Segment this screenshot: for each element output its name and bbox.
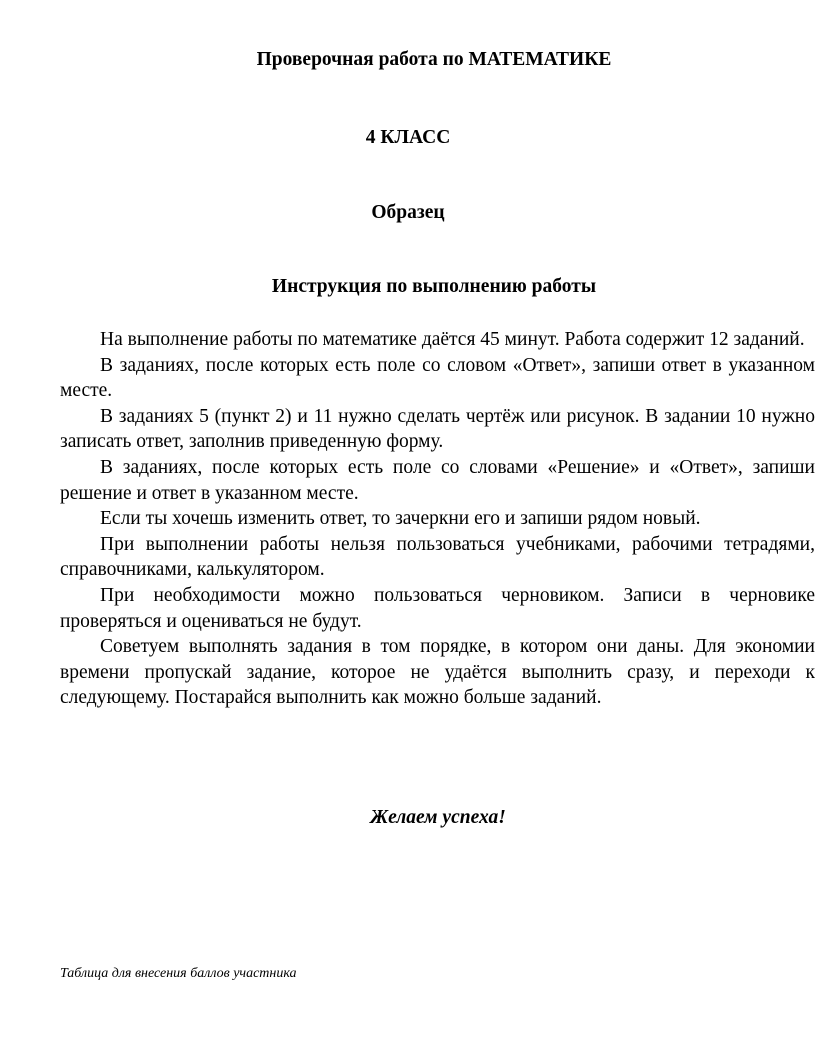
instruction-paragraph: Советуем выполнять задания в том порядке, в котором они даны. Для экономии времени пропускай задание, которое не удаётся выполнить сразу, и переходи к следующему. Постарайся выполнить как можно больше заданий. <box>60 636 815 709</box>
document-title: Проверочная работа по МАТЕМАТИКЕ <box>256 49 612 70</box>
instruction-paragraph: Если ты хочешь изменить ответ, то зачеркни его и запиши рядом новый. <box>100 508 701 530</box>
instruction-paragraph: В заданиях 5 (пункт 2) и 11 нужно сделать чертёж или рисунок. В задании 10 нужно записать ответ, заполнив приведенную форму. <box>60 405 815 453</box>
instruction-paragraph: На выполнение работы по математике даётся 45 минут. Работа содержит 12 заданий. <box>100 329 805 350</box>
sample-label: Образец <box>371 202 445 223</box>
instructions-body <box>60 327 815 711</box>
instruction-paragraph: При выполнении работы нельзя пользоваться учебниками, рабочими тетрадями, справочниками, калькулятором. <box>60 533 815 581</box>
table-caption: Таблица для внесения баллов участника <box>60 966 297 981</box>
instruction-paragraph: В заданиях, после которых есть поле со словами «Решение» и «Ответ», запиши решение и ответ в указанном месте. <box>60 456 815 504</box>
instructions-heading: Инструкция по выполнению работы <box>271 276 597 297</box>
grade-label: 4 КЛАСС <box>365 127 451 148</box>
closing-wish: Желаем успеха! <box>370 807 506 828</box>
instruction-paragraph: При необходимости можно пользоваться черновиком. Записи в черновике проверяться и оцениваться не будут. <box>60 584 815 632</box>
instruction-paragraph: В заданиях, после которых есть поле со словом «Ответ», запиши ответ в указанном месте. <box>60 354 815 402</box>
